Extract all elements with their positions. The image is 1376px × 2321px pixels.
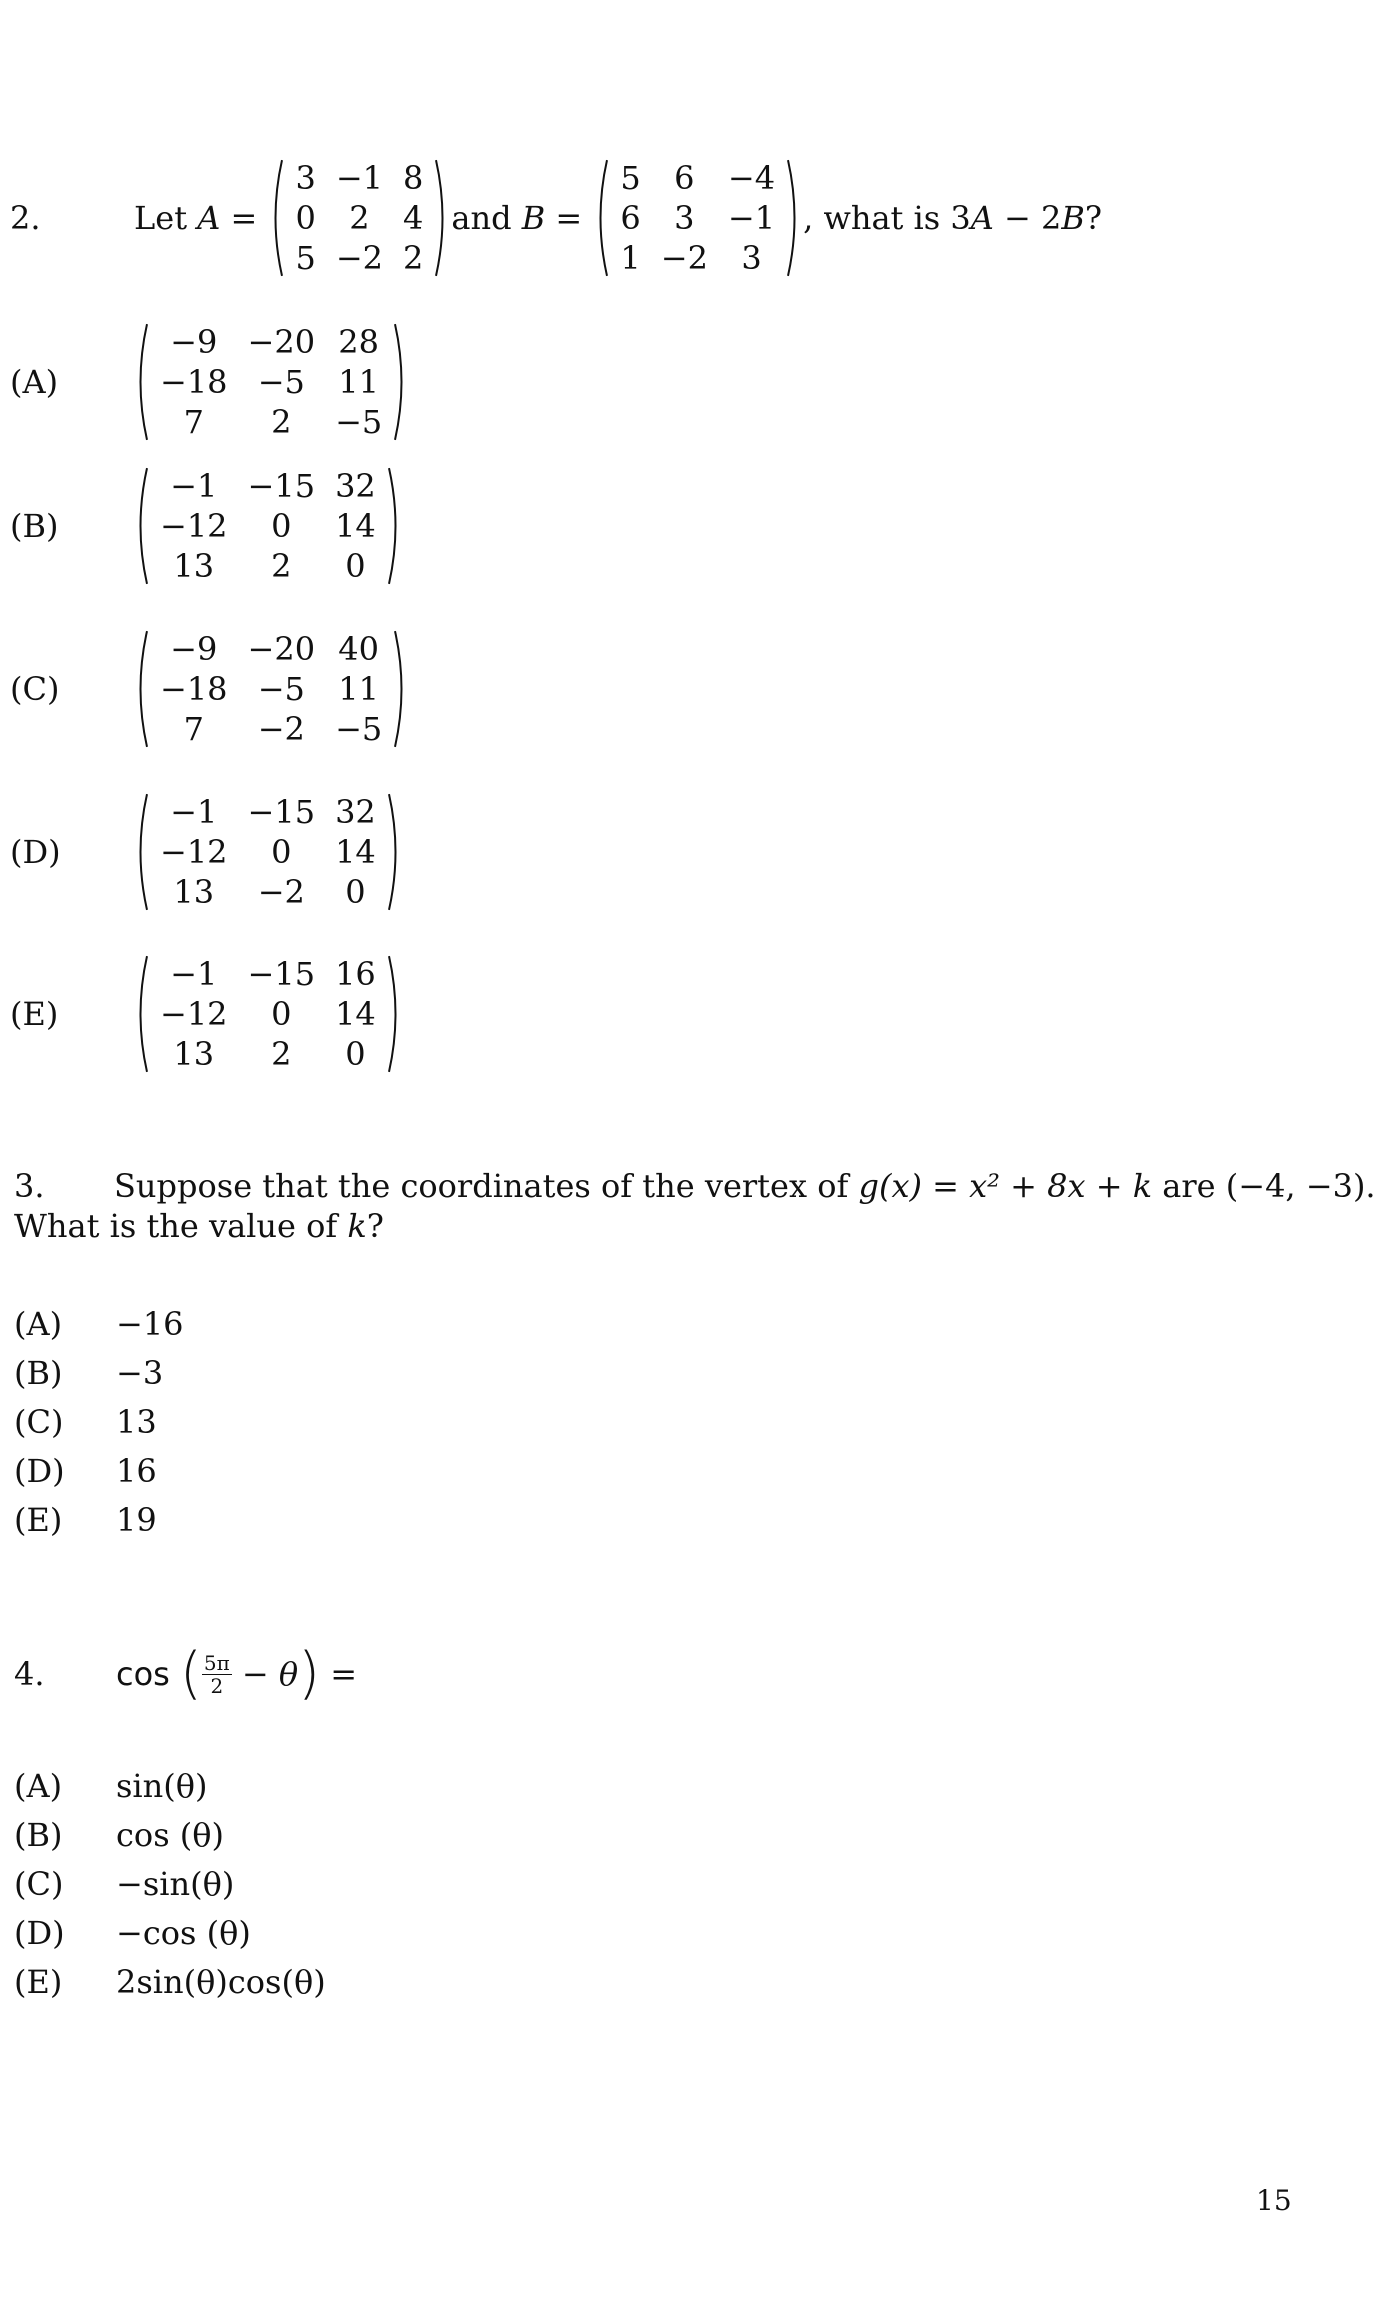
matrix-row bbox=[150, 402, 392, 442]
q2-option bbox=[10, 793, 404, 911]
option-matrix bbox=[132, 322, 410, 442]
matrix-a-table bbox=[285, 158, 433, 278]
option-label: (D) bbox=[14, 1452, 65, 1490]
q2-b-name: B bbox=[521, 199, 546, 237]
option-value: −cos (θ) bbox=[116, 1914, 251, 1952]
matrix-cell: −12 bbox=[160, 833, 228, 871]
matrix-cell: 2 bbox=[271, 403, 292, 441]
matrix-cell: 4 bbox=[403, 199, 424, 237]
right-paren-icon bbox=[392, 322, 410, 442]
option-label: (E) bbox=[14, 1963, 63, 2001]
matrix-cell: 14 bbox=[335, 833, 376, 871]
matrix-cell: −5 bbox=[257, 670, 305, 708]
option-value: −sin(θ) bbox=[116, 1865, 235, 1903]
left-paren-icon: ( bbox=[180, 1641, 202, 1706]
q2-qmark: ? bbox=[1084, 199, 1103, 237]
matrix-cell: −20 bbox=[247, 630, 316, 668]
matrix-cell: −20 bbox=[247, 323, 316, 361]
matrix-cell: 0 bbox=[271, 507, 292, 545]
q2-option bbox=[10, 323, 410, 441]
answer-option bbox=[14, 1304, 184, 1344]
matrix-cell: −9 bbox=[170, 323, 218, 361]
q3-line2-a: What is the value of bbox=[14, 1207, 348, 1245]
right-paren-icon bbox=[392, 629, 410, 749]
answer-option bbox=[14, 1500, 157, 1540]
matrix-cell: 0 bbox=[345, 873, 366, 911]
matrix-row bbox=[150, 954, 386, 994]
matrix-cell: 2 bbox=[403, 239, 424, 277]
option-label: (B) bbox=[14, 1816, 63, 1854]
q3-expression: = x² + 8x + k bbox=[921, 1167, 1153, 1205]
matrix-cell: 2 bbox=[271, 547, 292, 585]
option-label: (C) bbox=[14, 1403, 64, 1441]
option-label: (E) bbox=[14, 1501, 63, 1539]
matrix-cell: 28 bbox=[338, 323, 379, 361]
q2-eq1: = bbox=[220, 199, 268, 237]
matrix-cell: 7 bbox=[183, 710, 204, 748]
matrix-cell: 0 bbox=[345, 547, 366, 585]
option-label: (A) bbox=[14, 1767, 63, 1805]
q2-option bbox=[10, 467, 404, 585]
right-paren-icon bbox=[433, 158, 451, 278]
q3-line2-b: ? bbox=[366, 1207, 384, 1245]
matrix-cell: −2 bbox=[660, 239, 708, 277]
matrix-row bbox=[285, 238, 433, 278]
q2-option bbox=[10, 955, 404, 1073]
option-matrix-table bbox=[150, 629, 392, 749]
matrix-cell: −18 bbox=[160, 670, 228, 708]
matrix-row bbox=[150, 872, 386, 912]
q2-question: , what is 3 bbox=[803, 199, 971, 237]
matrix-b-table bbox=[610, 158, 785, 278]
q2-intro: Let bbox=[134, 199, 188, 237]
matrix-cell: 32 bbox=[335, 467, 376, 505]
matrix-cell: −9 bbox=[170, 630, 218, 668]
q4-fraction bbox=[202, 1652, 232, 1697]
q4-equals: = bbox=[330, 1655, 358, 1693]
answer-option bbox=[14, 1864, 234, 1904]
option-label: (C) bbox=[14, 1865, 64, 1903]
left-paren-icon bbox=[132, 792, 150, 912]
option-value: 16 bbox=[116, 1452, 157, 1490]
matrix-cell: 13 bbox=[173, 547, 215, 585]
q3-number: 3. bbox=[14, 1167, 45, 1205]
option-matrix-table bbox=[150, 954, 386, 1074]
matrix-cell: −2 bbox=[257, 710, 305, 748]
matrix-cell: −1 bbox=[727, 199, 776, 237]
right-paren-icon bbox=[386, 466, 404, 586]
answer-option bbox=[14, 1815, 224, 1855]
q3-line1 bbox=[14, 1166, 1376, 1206]
q2-q-a: A bbox=[970, 199, 994, 237]
matrix-cell: 2 bbox=[271, 1035, 292, 1073]
matrix-cell: −12 bbox=[160, 507, 228, 545]
matrix-cell: −1 bbox=[335, 159, 384, 197]
option-matrix bbox=[132, 954, 404, 1074]
q4-frac-den: 2 bbox=[210, 1673, 224, 1698]
left-paren-icon bbox=[132, 954, 150, 1074]
left-paren-icon bbox=[132, 322, 150, 442]
option-value: 19 bbox=[116, 1501, 157, 1539]
answer-option bbox=[14, 1962, 326, 2002]
matrix-row bbox=[610, 238, 785, 278]
matrix-row bbox=[150, 629, 392, 669]
option-label: (A) bbox=[14, 1305, 63, 1343]
option-matrix-table bbox=[150, 792, 386, 912]
q2-number: 2. bbox=[10, 199, 41, 237]
q4-number: 4. bbox=[14, 1655, 45, 1693]
q2-minus: − 2 bbox=[993, 199, 1062, 237]
matrix-row bbox=[285, 198, 433, 238]
q2-stem bbox=[134, 159, 1103, 277]
q2-option bbox=[10, 630, 410, 748]
matrix-cell: −4 bbox=[727, 159, 776, 197]
q2-and: and bbox=[451, 199, 512, 237]
option-matrix bbox=[132, 466, 404, 586]
option-matrix-table bbox=[150, 466, 386, 586]
matrix-row bbox=[150, 506, 386, 546]
option-label: (B) bbox=[10, 507, 59, 545]
option-matrix bbox=[132, 629, 410, 749]
option-label: (E) bbox=[10, 995, 59, 1033]
matrix-cell: −1 bbox=[170, 467, 218, 505]
option-matrix-table bbox=[150, 322, 392, 442]
matrix-row bbox=[610, 158, 785, 198]
q4-expression bbox=[116, 1636, 357, 1712]
option-label: (D) bbox=[10, 833, 61, 871]
matrix-cell: 3 bbox=[674, 199, 695, 237]
matrix-cell: 7 bbox=[183, 403, 204, 441]
answer-option bbox=[14, 1766, 208, 1806]
matrix-cell: −5 bbox=[257, 363, 305, 401]
matrix-row bbox=[285, 158, 433, 198]
q2-q-b: B bbox=[1061, 199, 1085, 237]
q4-frac-num: 5π bbox=[203, 1650, 230, 1675]
answer-option bbox=[14, 1402, 157, 1442]
matrix-cell: 14 bbox=[335, 507, 376, 545]
option-label: (C) bbox=[10, 670, 60, 708]
matrix-cell: 13 bbox=[173, 873, 215, 911]
option-value: sin(θ) bbox=[116, 1767, 208, 1805]
matrix-row bbox=[150, 832, 386, 872]
q3-function: g(x) bbox=[858, 1167, 922, 1205]
q3-line1-a: Suppose that the coordinates of the vertex of bbox=[114, 1167, 859, 1205]
option-value: 2sin(θ)cos(θ) bbox=[116, 1963, 326, 2001]
left-paren-icon bbox=[132, 466, 150, 586]
right-paren-icon bbox=[386, 954, 404, 1074]
option-matrix bbox=[132, 792, 404, 912]
right-paren-icon: ) bbox=[298, 1641, 321, 1706]
matrix-cell: −15 bbox=[247, 467, 316, 505]
matrix-cell: 5 bbox=[295, 239, 316, 277]
matrix-cell: 14 bbox=[335, 995, 376, 1033]
matrix-row bbox=[150, 994, 386, 1034]
matrix-cell: −5 bbox=[335, 710, 383, 748]
matrix-row bbox=[150, 1034, 386, 1074]
answer-option bbox=[14, 1913, 251, 1953]
matrix-cell: −15 bbox=[247, 955, 316, 993]
matrix-cell: 6 bbox=[674, 159, 695, 197]
matrix-cell: −15 bbox=[247, 793, 316, 831]
answer-option bbox=[14, 1451, 157, 1491]
left-paren-icon bbox=[267, 158, 285, 278]
matrix-row bbox=[150, 792, 386, 832]
matrix-cell: 5 bbox=[620, 159, 641, 197]
option-value: 13 bbox=[116, 1403, 157, 1441]
q4-minus-theta: − θ bbox=[231, 1655, 299, 1693]
matrix-cell: −5 bbox=[335, 403, 383, 441]
option-label: (A) bbox=[10, 363, 59, 401]
matrix-b bbox=[592, 158, 803, 278]
matrix-cell: 0 bbox=[295, 199, 316, 237]
q3-k: k bbox=[347, 1207, 367, 1245]
matrix-row bbox=[610, 198, 785, 238]
matrix-cell: 1 bbox=[620, 239, 641, 277]
matrix-a bbox=[267, 158, 451, 278]
right-paren-icon bbox=[785, 158, 803, 278]
matrix-cell: 40 bbox=[338, 630, 379, 668]
matrix-cell: 3 bbox=[295, 159, 316, 197]
matrix-row bbox=[150, 546, 386, 586]
q2-eq2: = bbox=[545, 199, 593, 237]
q2-a-name: A bbox=[197, 199, 221, 237]
matrix-cell: 6 bbox=[620, 199, 641, 237]
matrix-cell: 3 bbox=[741, 239, 762, 277]
answer-option bbox=[14, 1353, 163, 1393]
matrix-cell: 0 bbox=[271, 833, 292, 871]
matrix-row bbox=[150, 322, 392, 362]
option-label: (B) bbox=[14, 1354, 63, 1392]
option-label: (D) bbox=[14, 1914, 65, 1952]
matrix-cell: 0 bbox=[345, 1035, 366, 1073]
matrix-row bbox=[150, 362, 392, 402]
matrix-cell: 32 bbox=[335, 793, 376, 831]
matrix-cell: −2 bbox=[335, 239, 384, 277]
matrix-cell: −18 bbox=[160, 363, 228, 401]
option-value: −16 bbox=[116, 1305, 184, 1343]
matrix-cell: 16 bbox=[335, 955, 376, 993]
matrix-row bbox=[150, 669, 392, 709]
matrix-cell: 13 bbox=[173, 1035, 215, 1073]
matrix-cell: 2 bbox=[349, 199, 370, 237]
matrix-cell: 8 bbox=[403, 159, 424, 197]
matrix-cell: −12 bbox=[160, 995, 228, 1033]
right-paren-icon bbox=[386, 792, 404, 912]
q4-cos: cos bbox=[116, 1655, 170, 1693]
left-paren-icon bbox=[132, 629, 150, 749]
page-number: 15 bbox=[1256, 2184, 1292, 2217]
option-value: −3 bbox=[116, 1354, 164, 1392]
q3-line2 bbox=[14, 1206, 384, 1246]
matrix-cell: 11 bbox=[338, 363, 379, 401]
left-paren-icon bbox=[592, 158, 610, 278]
matrix-row bbox=[150, 709, 392, 749]
matrix-cell: −2 bbox=[257, 873, 305, 911]
matrix-cell: −1 bbox=[170, 793, 218, 831]
matrix-cell: 11 bbox=[338, 670, 379, 708]
matrix-cell: 0 bbox=[271, 995, 292, 1033]
option-value: cos (θ) bbox=[116, 1816, 225, 1854]
matrix-row bbox=[150, 466, 386, 506]
q3-line1-c: are (−4, −3). bbox=[1152, 1167, 1376, 1205]
matrix-cell: −1 bbox=[170, 955, 218, 993]
